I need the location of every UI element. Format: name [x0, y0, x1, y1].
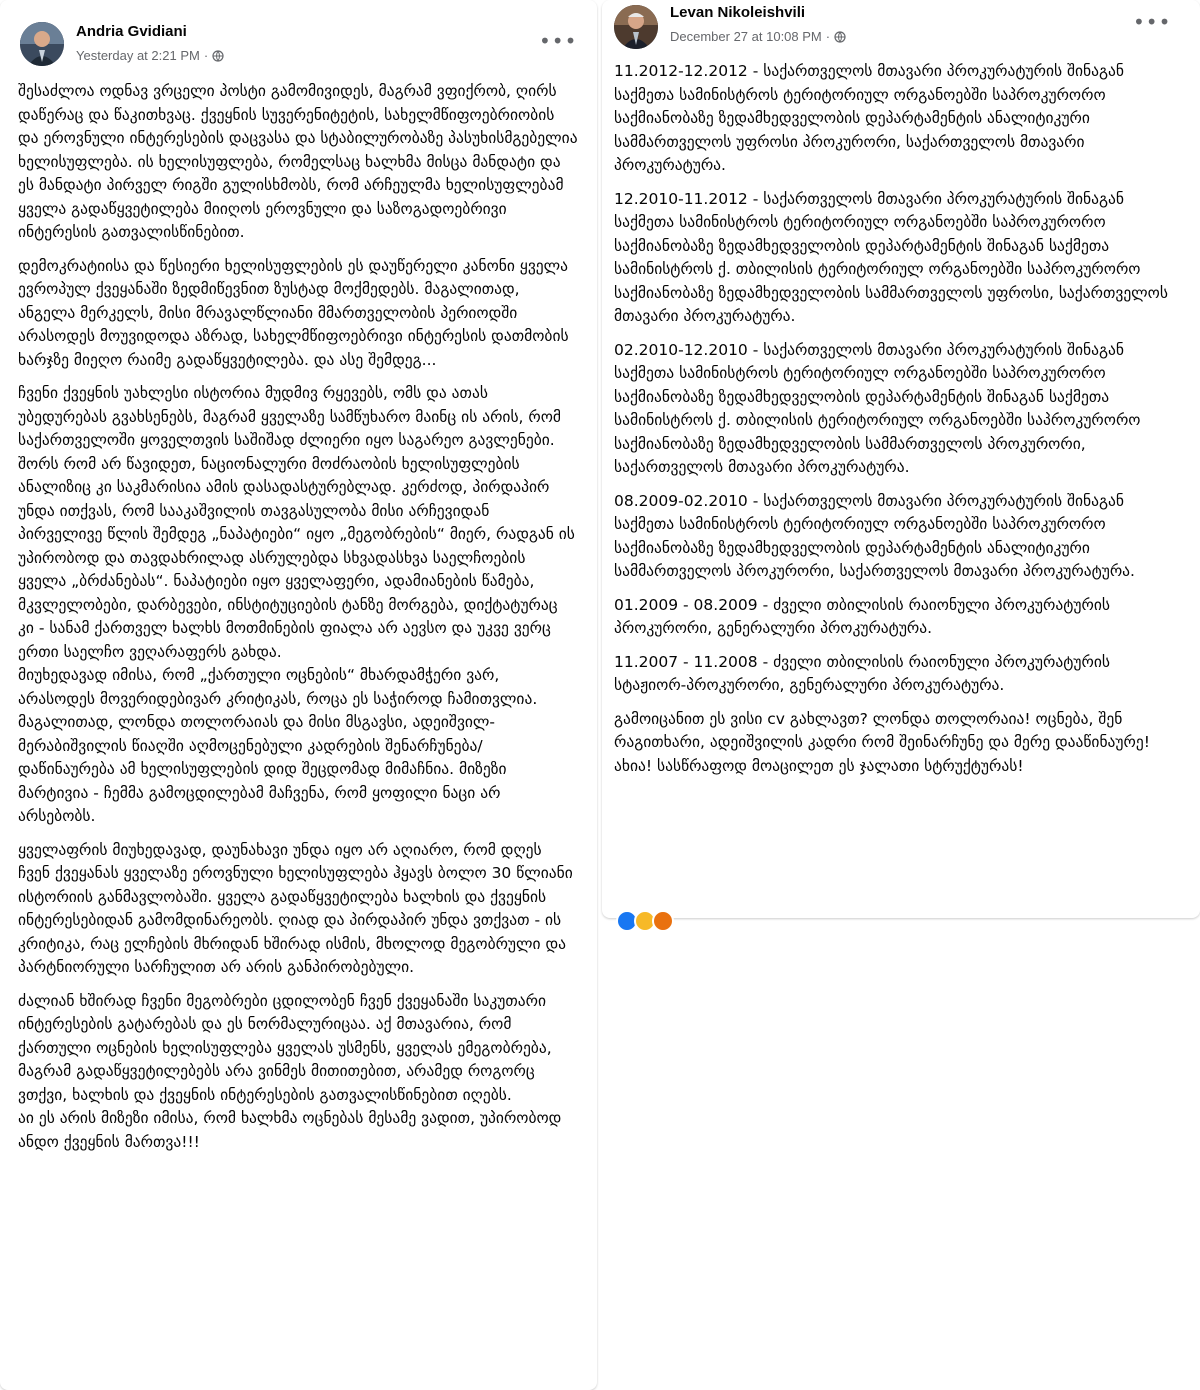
- post-paragraph: ძალიან ხშირად ჩვენი მეგობრები ცდილობენ ჩვენ ქვეყანაში საკუთარი ინტერესების გატარებას და ეს ნორმალურიცაა. აქ მთავარია, რომ ქართული ოცნების ხელისუფლება ყველას უსმენს, ყველას ემეგობრება, მაგრამ გადაწყვეტილებებს არა ვინმეს მითითებით, არამედ როგორც ვთქვი, ხალხის და ქვეყნის ინტერესების გათვალისწინებით იღებს. აი ეს არის მიზეზი იმისა, რომ ხალხმა ოცნებას მესამე ვადით, უპირობოდ ანდო ქვეყნის მართვა!!!: [18, 991, 562, 1151]
- meta-separator: ·: [203, 48, 209, 63]
- post-paragraph: ჩვენი ქვეყნის უახლესი ისტორია მუდმივ რყევებს, ომს და ათას უბედურებას გვახსენებს, მაგრამ ყველაზე სამწუხარო მაინც ის არის, რომ საქართველოში ყოველთვის საშიშად ძლიერი იყო საგარეო გავლენები. შორს რომ არ წავიდეთ, ნაციონალური მოძრაობის ხელისუფლების ანალიზიც კი საკმარისია ამის დასადასტურებლად. კერძოდ, პირდაპირ უნდა ითქვას, რომ სააკაშვილის თავგასულობა მისი არჩევიდან პირველივე წლის შემდეგ „ნაპატიები“ იყო „მეგობრების“ მიერ, რადგან ის უპირობოდ და თავდახრილად ასრულებდა სხვადასხვა საელჩოების ყველა „ბრძანებას“. ნაპატიები იყო ყველაფერი, ადამიანების წამება, მკვლელობები, დარბევები, ინსტიტუციების ტანზე მორგება, დიქტატურაც კი - სანამ ქართველ ხალხს მოთმინების ფიალა არ აევსო და უკვე ვერც ერთი საელჩო ვეღარაფერს გახდა. მიუხედავად იმისა, რომ „ქართული ოცნების“ მხარდამჭერი ვარ, არასოდეს მოვერიდებივარ კრიტიკას, როცა ეს საჭიროდ ჩამითვლია. მაგალითად, ლონდა თოლორაიას და მისი მსგავსი, ადეიშვილ-მერაბიშვილის წიაღში აღმოცენებული კადრების შენარჩუნება/დაწინაურება ამ ხელისუფლების დიდ შეცდომად მიმაჩნია. მიზეზი მარტივია - ჩემმა გამოცდილებამ მაჩვენა, რომ ყოფილი ნაცი არ არსებობს.: [18, 384, 575, 825]
- post-paragraph: ყველაფრის მიუხედავად, დაუნახავი უნდა იყო არ აღიარო, რომ დღეს ჩვენ ქვეყანას ყველაზე ეროვნული ხელისუფლება ჰყავს ბოლო 30 წლიანი ისტორიის განმავლობაში. ყველა გადაწყვეტილება ხალხის და ქვეყნის ინტერესებიდან გამომდინარეობს. ღიად და პირდაპირ უნდა ვთქვათ - ის კრიტიკა, რაც ელჩების მხრიდან ხშირად ისმის, მხოლოდ მეგობრული და პარტნიორული სარჩულით არ არის განპირობებული.: [18, 840, 578, 976]
- meta-separator: ·: [825, 29, 831, 44]
- post-body: [18, 80, 583, 1164]
- post-card-2: [602, 0, 1200, 918]
- post-author[interactable]: Andria Gvidiani: [76, 23, 187, 40]
- post-paragraph: 11.2012-12.2012 - საქართველოს მთავარი პროკურატურის შინაგან საქმეთა სამინისტროს ტერიტორიულ ორგანოებში საპროკურორო საქმიანობაზე ზედამხედველობის დეპარტამენტის ანალიტიკური სამმართველოს უფროსი პროკურორი, საქართველოს მთავარი პროკურატურა.: [614, 62, 1129, 174]
- post-paragraph: 12.2010-11.2012 - საქართველოს მთავარი პროკურატურის შინაგან საქმეთა სამინისტროს ტერიტორიულ ორგანოებში საპროკურორო საქმიანობაზე ზედამხედველობის დეპარტამენტის შინაგან საქმეთა სამინისტროს ქ. თბილისის ტერიტორიულ ორგანოებში საპროკურორო საქმიანობაზე ზედამხედველობის სამმართველოს უფროსი, საქართველოს მთავარი პროკურატურა.: [614, 189, 1173, 325]
- post-header: [602, 0, 1200, 62]
- angry-reaction-icon[interactable]: [652, 910, 674, 932]
- post-paragraph: დემოკრატიისა და წესიერი ხელისუფლების ეს დაუწერელი კანონი ყველა ევროპულ ქვეყანაში ზედმიწევნით ზუსტად მოქმედებს. მაგალითად, ანგელა მერკელს, მისი მრავალწლიანი მმართველობის პერიოდში არასოდეს მოუვიდოდა აზრად, სახელმწიფოებრივი ინტერესის დათმობის ხარჯზე მიეღო რაიმე გადაწყვეტილება. და ასე შემდეგ...: [18, 256, 574, 369]
- post-meta: [670, 29, 846, 44]
- globe-icon[interactable]: [212, 50, 224, 62]
- reaction-icons[interactable]: [616, 910, 674, 920]
- avatar[interactable]: [20, 22, 64, 66]
- post-paragraph: 08.2009-02.2010 - საქართველოს მთავარი პროკურატურის შინაგან საქმეთა სამინისტროს ტერიტორიულ ორგანოებში საპროკურორო საქმიანობაზე ზედამხედველობის დეპარტამენტის ანალიტიკური სამმართველოს პროკურორი, საქართველოს მთავარი პროკურატურა.: [614, 491, 1135, 580]
- post-author[interactable]: Levan Nikoleishvili: [670, 4, 806, 21]
- post-paragraph: 11.2007 - 11.2008 - ძველი თბილისის რაიონული პროკურატურის სტაჟიორ-პროკურორი, გენერალური პროკურატურა.: [614, 652, 1115, 694]
- post-timestamp[interactable]: December 27 at 10:08 PM: [670, 29, 822, 44]
- avatar[interactable]: [614, 5, 658, 49]
- post-card-1: [0, 0, 597, 1390]
- post-meta: [76, 48, 224, 63]
- post-body: [614, 60, 1184, 788]
- post-paragraph: 02.2010-12.2010 - საქართველოს მთავარი პროკურატურის შინაგან საქმეთა სამინისტროს ტერიტორიულ ორგანოებში საპროკურორო საქმიანობაზე ზედამხედველობის დეპარტამენტის შინაგან საქმეთა სამინისტროს ქ. თბილისის ტერიტორიულ ორგანოებში საპროკურორო საქმიანობაზე ზედამხედველობის სამმართველოს პროკურორი, საქართველოს მთავარი პროკურატურა.: [614, 340, 1146, 476]
- post-header: [0, 0, 597, 62]
- more-options-icon[interactable]: •••: [1133, 10, 1172, 34]
- profile-photo: [20, 22, 64, 66]
- globe-icon[interactable]: [834, 31, 846, 43]
- post-paragraph: 01.2009 - 08.2009 - ძველი თბილისის რაიონული პროკურატურის პროკურორი, გენერალური პროკურატურა.: [614, 595, 1115, 637]
- post-timestamp[interactable]: Yesterday at 2:21 PM: [76, 48, 200, 63]
- post-paragraph: გამოიცანით ეს ვისი cv გახლავთ? ლონდა თოლორაია! ოცნება, შენ რაგითხარი, ადეიშვილის კადრი რომ შეინარჩუნე და მერე დააწინაურე! ახია! სასწრაფოდ მოაცილეთ ეს ჯალათი სტრუქტურას!: [614, 709, 1155, 775]
- profile-photo: [614, 5, 658, 49]
- post-paragraph: შესაძლოა ოდნავ ვრცელი პოსტი გამომივიდეს, მაგრამ ვფიქრობ, ღირს დაწერაც და წაკითხვაც. ქვეყნის სუვერენიტეტის, სახელმწიფოებრიობის და ეროვნული ინტერესების დაცვასა და სტაბილურობაზე პასუხისმგებელია ხელისუფლება. ის ხელისუფლება, რომელსაც ხალხმა მისცა მანდატი და ეს მანდატი პირველ რიგში გულისხმობს, რომ არჩეულმა ხელისუფლებამ ყველა გადაწყვეტილება მიიღოს ეროვნული და საზოგადოებრივი ინტერესის გათვალისწინებით.: [18, 82, 583, 241]
- more-options-icon[interactable]: •••: [539, 29, 578, 53]
